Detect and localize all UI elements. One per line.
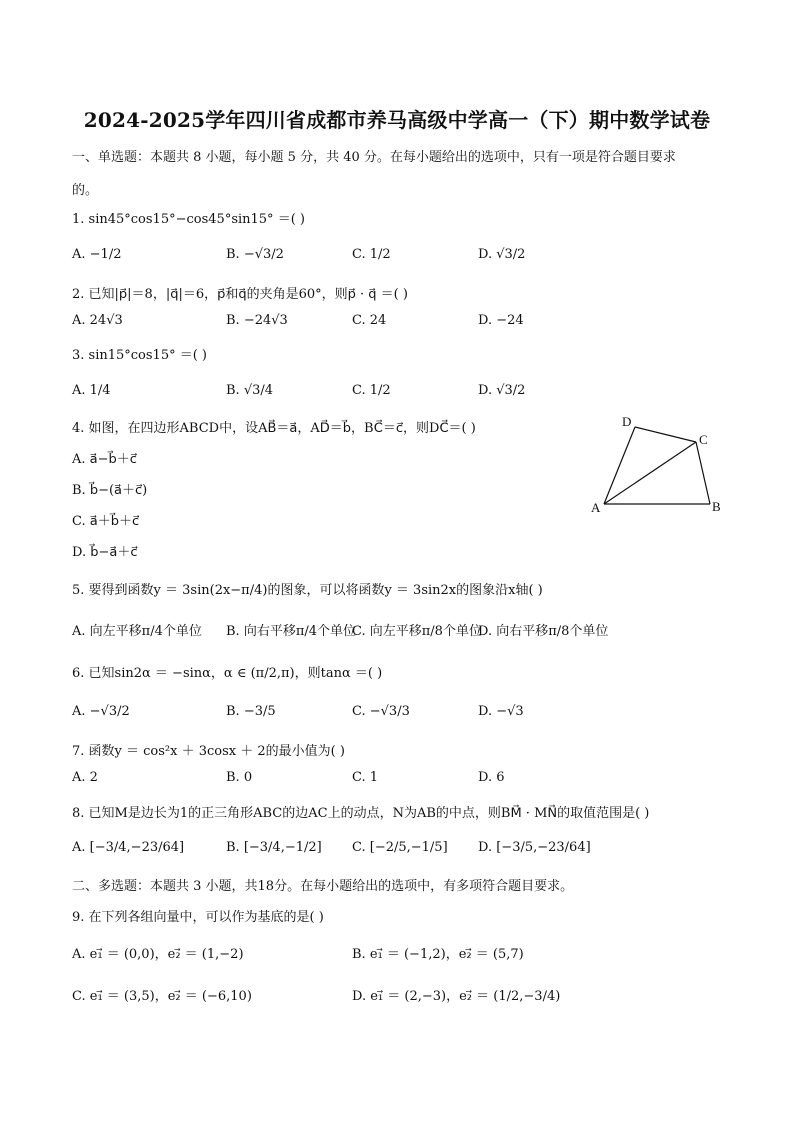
q2-option-a: A. 24√3: [72, 313, 123, 328]
q8-option-a: A. [−3/4,−23/64]: [72, 840, 185, 855]
q7-option-c: C. 1: [352, 770, 379, 785]
label-d: D: [622, 414, 632, 429]
q2-option-c: C. 24: [352, 313, 387, 328]
q9-option-c: C. e₁⃗ ＝ (3,5)，e₂⃗ ＝ (−6,10): [72, 989, 252, 1004]
q7-option-b: B. 0: [226, 770, 253, 785]
q4-option-d: D. b⃗−a⃗＋c⃗: [72, 545, 138, 560]
q3-option-c: C. 1/2: [352, 383, 391, 398]
q5-option-a: A. 向左平移π/4个单位: [72, 624, 202, 639]
q9-stem: 9. 在下列各组向量中，可以作为基底的是( ): [72, 910, 324, 925]
section2-instructions: 二、多选题：本题共 3 小题，共18分。在每小题给出的选项中，有多项符合题目要求。: [72, 879, 574, 894]
edge-bc: [696, 442, 710, 504]
label-a: A: [591, 500, 601, 515]
q6-option-c: C. −√3/3: [352, 704, 410, 719]
q1-option-b: B. −√3/2: [226, 247, 284, 262]
q2-stem: 2. 已知|p⃗|＝8，|q⃗|＝6，p⃗和q⃗的夹角是60°，则p⃗ · q⃗ ＝( ): [72, 287, 408, 302]
q6-option-d: D. −√3: [478, 704, 524, 719]
q5-option-d: D. 向右平移π/8个单位: [478, 624, 609, 639]
diagonal-ac: [604, 442, 696, 504]
q1-option-a: A. −1/2: [72, 247, 122, 262]
q6-option-b: B. −3/5: [226, 704, 276, 719]
q5-stem: 5. 要得到函数y ＝ 3sin(2x−π/4)的图象，可以将函数y ＝ 3sin2x的图象沿x轴( ): [72, 583, 543, 598]
q8-option-b: B. [−3/4,−1/2]: [226, 840, 322, 855]
q5-option-b: B. 向右平移π/4个单位: [226, 624, 357, 639]
q4-option-b: B. b⃗−(a⃗＋c⃗): [72, 483, 148, 498]
q3-option-d: D. √3/2: [478, 383, 526, 398]
q9-option-a: A. e₁⃗ ＝ (0,0)，e₂⃗ ＝ (1,−2): [72, 947, 244, 962]
q6-option-a: A. −√3/2: [72, 704, 130, 719]
q3-option-a: A. 1/4: [72, 383, 111, 398]
q9-option-d: D. e₁⃗ ＝ (2,−3)，e₂⃗ ＝ (1/2,−3/4): [352, 989, 561, 1004]
q4-option-a: A. a⃗−b⃗＋c⃗: [72, 452, 137, 467]
exam-title: 2024-2025学年四川省成都市养马高级中学高一（下）期中数学试卷: [83, 108, 711, 132]
q1-stem: 1. sin45°cos15°−cos45°sin15° ＝( ): [72, 212, 305, 227]
q8-stem: 8. 已知M是边长为1的正三角形ABC的边AC上的动点，N为AB的中点，则BM⃗ · MN⃗的取值范围是( ): [72, 806, 650, 821]
q3-stem: 3. sin15°cos15° ＝( ): [72, 348, 208, 363]
q7-option-d: D. 6: [478, 770, 505, 785]
q4-stem: 4. 如图，在四边形ABCD中，设AB⃗＝a⃗，AD⃗＝b⃗，BC⃗＝c⃗，则DC⃗＝( ): [72, 421, 476, 436]
section1-instructions-cont: 的。: [72, 183, 99, 198]
edge-cd: [635, 427, 696, 442]
q7-stem: 7. 函数y ＝ cos²x ＋ 3cosx ＋ 2的最小值为( ): [72, 744, 345, 759]
q2-option-b: B. −24√3: [226, 313, 288, 328]
label-b: B: [712, 499, 721, 514]
q3-option-b: B. √3/4: [226, 383, 274, 398]
q7-option-a: A. 2: [72, 770, 98, 785]
q8-option-c: C. [−2/5,−1/5]: [352, 840, 448, 855]
q1-option-d: D. √3/2: [478, 247, 526, 262]
q5-option-c: C. 向左平移π/8个单位: [352, 624, 482, 639]
quadrilateral-abcd-figure: [588, 414, 728, 524]
q6-stem: 6. 已知sin2α ＝ −sinα，α ∈ (π/2,π)，则tanα ＝( ): [72, 666, 383, 681]
edge-da: [604, 427, 635, 504]
q1-option-c: C. 1/2: [352, 247, 391, 262]
q4-option-c: C. a⃗＋b⃗＋c⃗: [72, 514, 140, 529]
section1-instructions: 一、单选题：本题共 8 小题，每小题 5 分，共 40 分。在每小题给出的选项中，只有一项是符合题目要求: [72, 150, 676, 165]
q9-option-b: B. e₁⃗ ＝ (−1,2)，e₂⃗ ＝ (5,7): [352, 947, 524, 962]
label-c: C: [699, 432, 708, 447]
q2-option-d: D. −24: [478, 313, 524, 328]
q8-option-d: D. [−3/5,−23/64]: [478, 840, 591, 855]
